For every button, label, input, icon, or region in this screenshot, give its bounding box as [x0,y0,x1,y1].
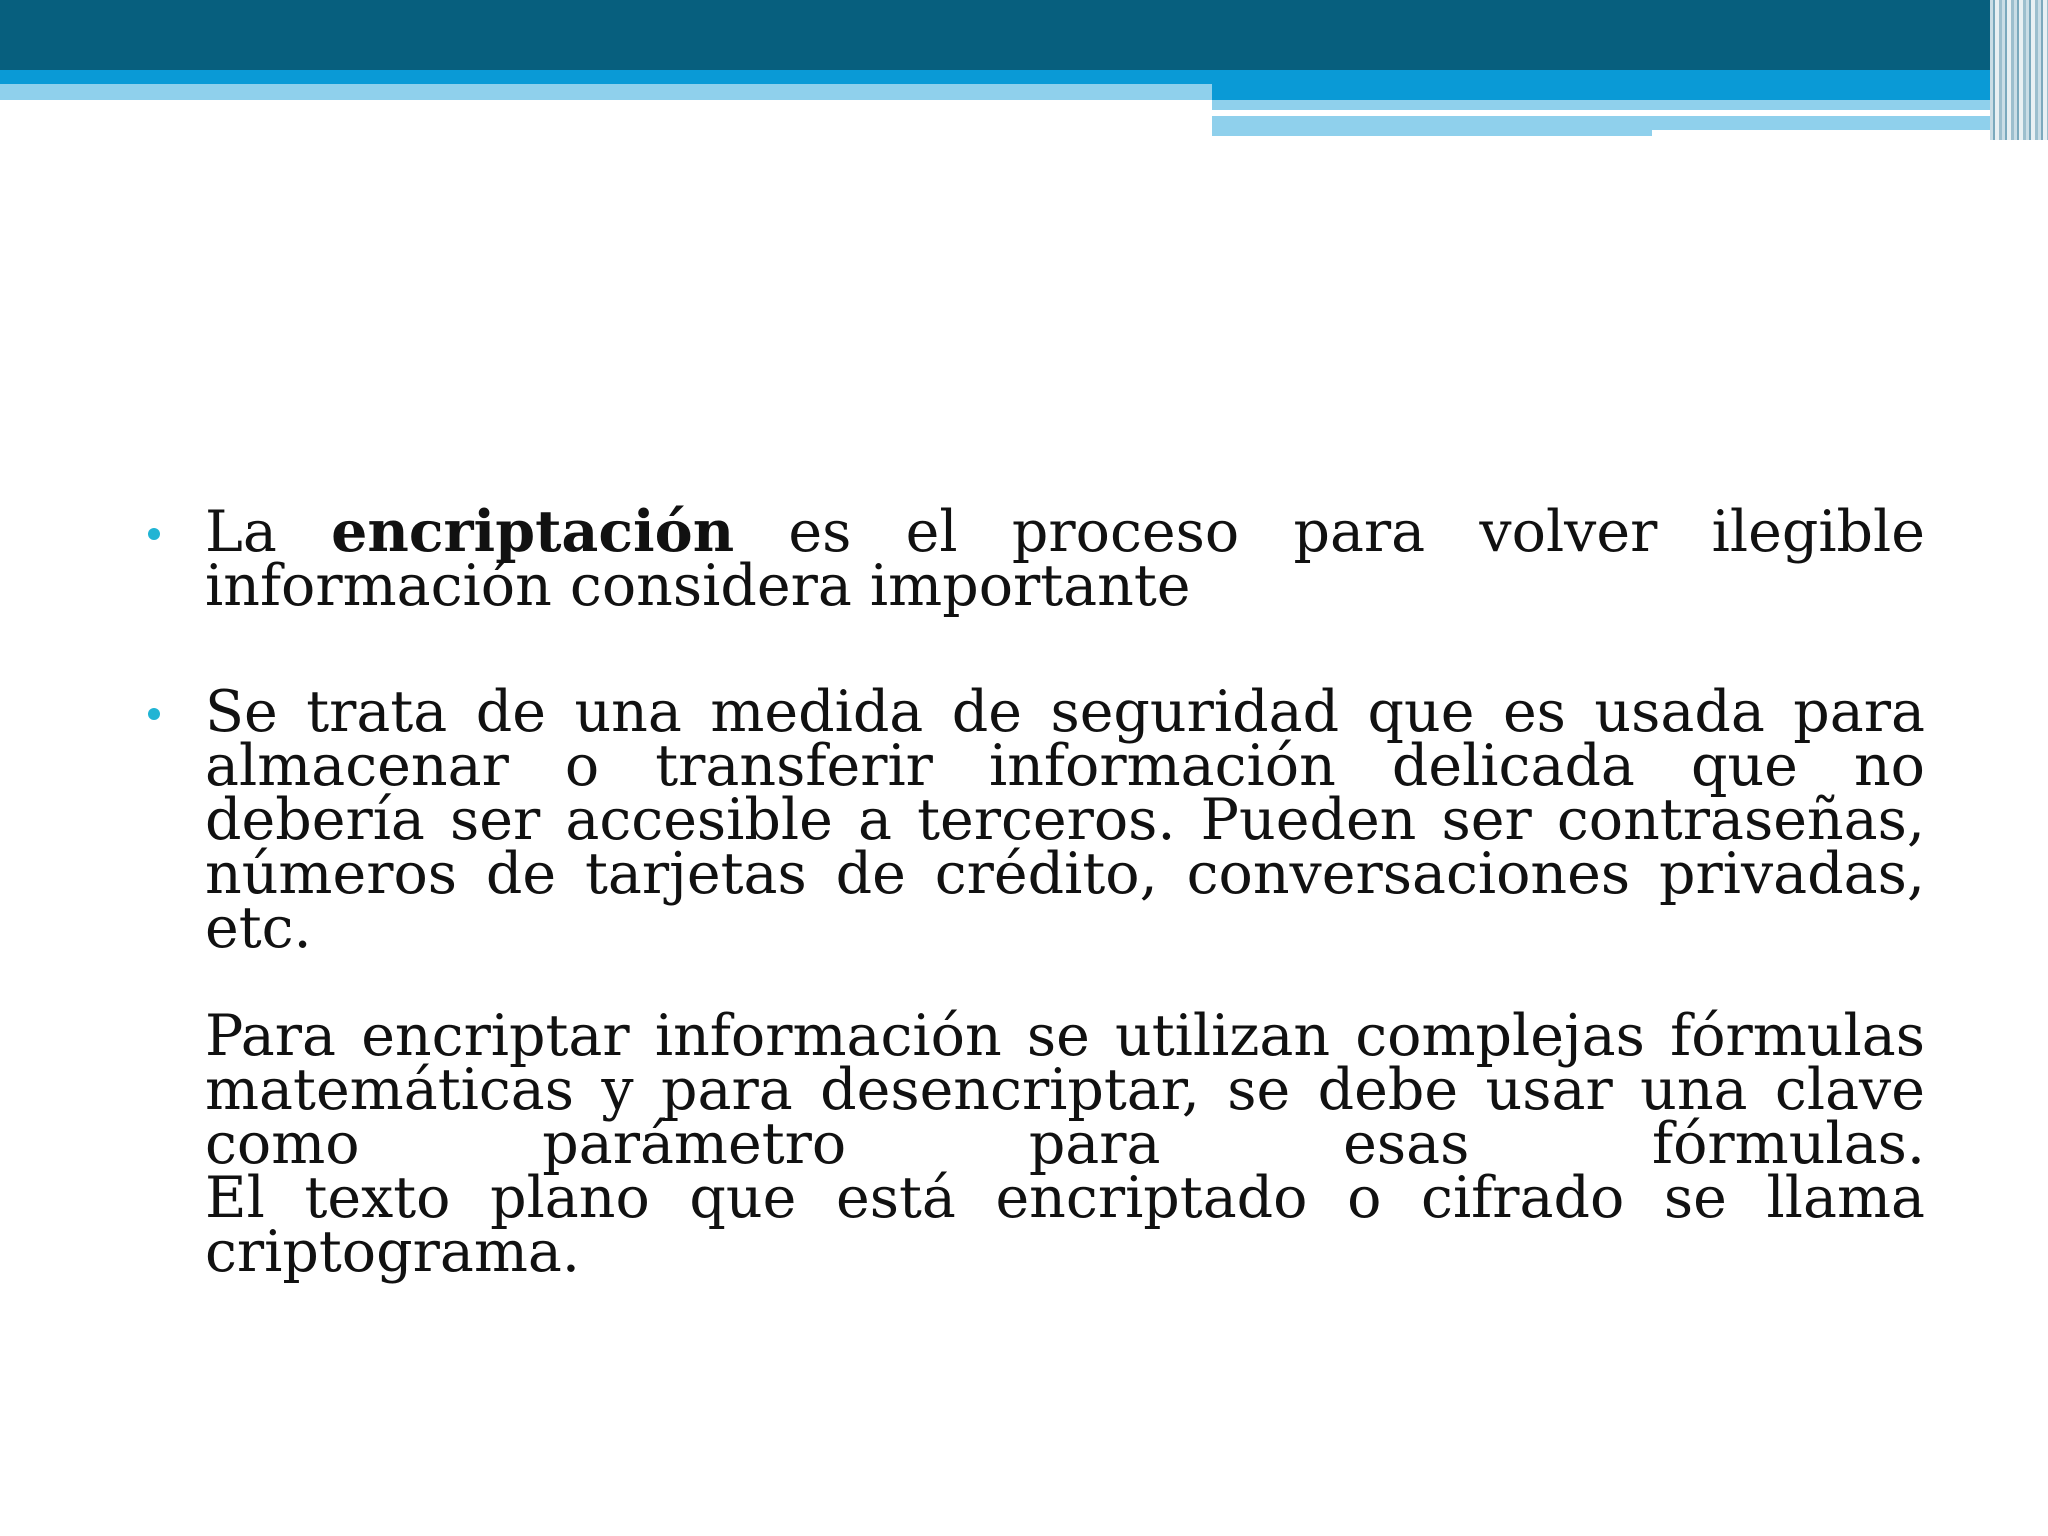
bullet-1-post: es el proceso para volver ilegible información considera importante [205,499,1925,619]
bullet-1-text [205,498,1925,619]
bullet-item-1 [145,498,1925,619]
bullet-1-pre: La [205,499,332,565]
header-blue-bar-right [1212,84,2010,100]
bullet-2-paragraph-2: Para encriptar información se utilizan complejas fórmulas matemáticas y para desencriptar, se debe usar una clave como parámetro para esas fórmulas. [205,1003,1925,1177]
bullet-1-term: encriptación [331,498,735,565]
header-stripes-decoration [1990,0,2048,140]
bullet-dot-icon [148,708,160,720]
slide-body [145,498,1925,1285]
header-light-bar-right [1212,100,2010,110]
header-light-bar-lower-right [1652,116,2010,130]
header-light-bar-lower [1212,116,1652,136]
bullet-2-paragraph-1: Se trata de una medida de seguridad que es usada para almacenar o transferir información delicada que no debería ser accesible a terceros. Pueden ser contraseñas, números de tarjetas de crédito, conversaciones privadas, etc. [205,679,1925,961]
header-dark-bar [0,0,2048,70]
bullet-2-paragraph-3: El texto plano que está encriptado o cifrado se llama criptograma. [205,1165,1925,1285]
header-light-bar-left [0,84,1212,100]
bullet-dot-icon [148,528,160,540]
header-blue-bar [0,70,2010,84]
bullet-item-2 [145,679,1925,1285]
